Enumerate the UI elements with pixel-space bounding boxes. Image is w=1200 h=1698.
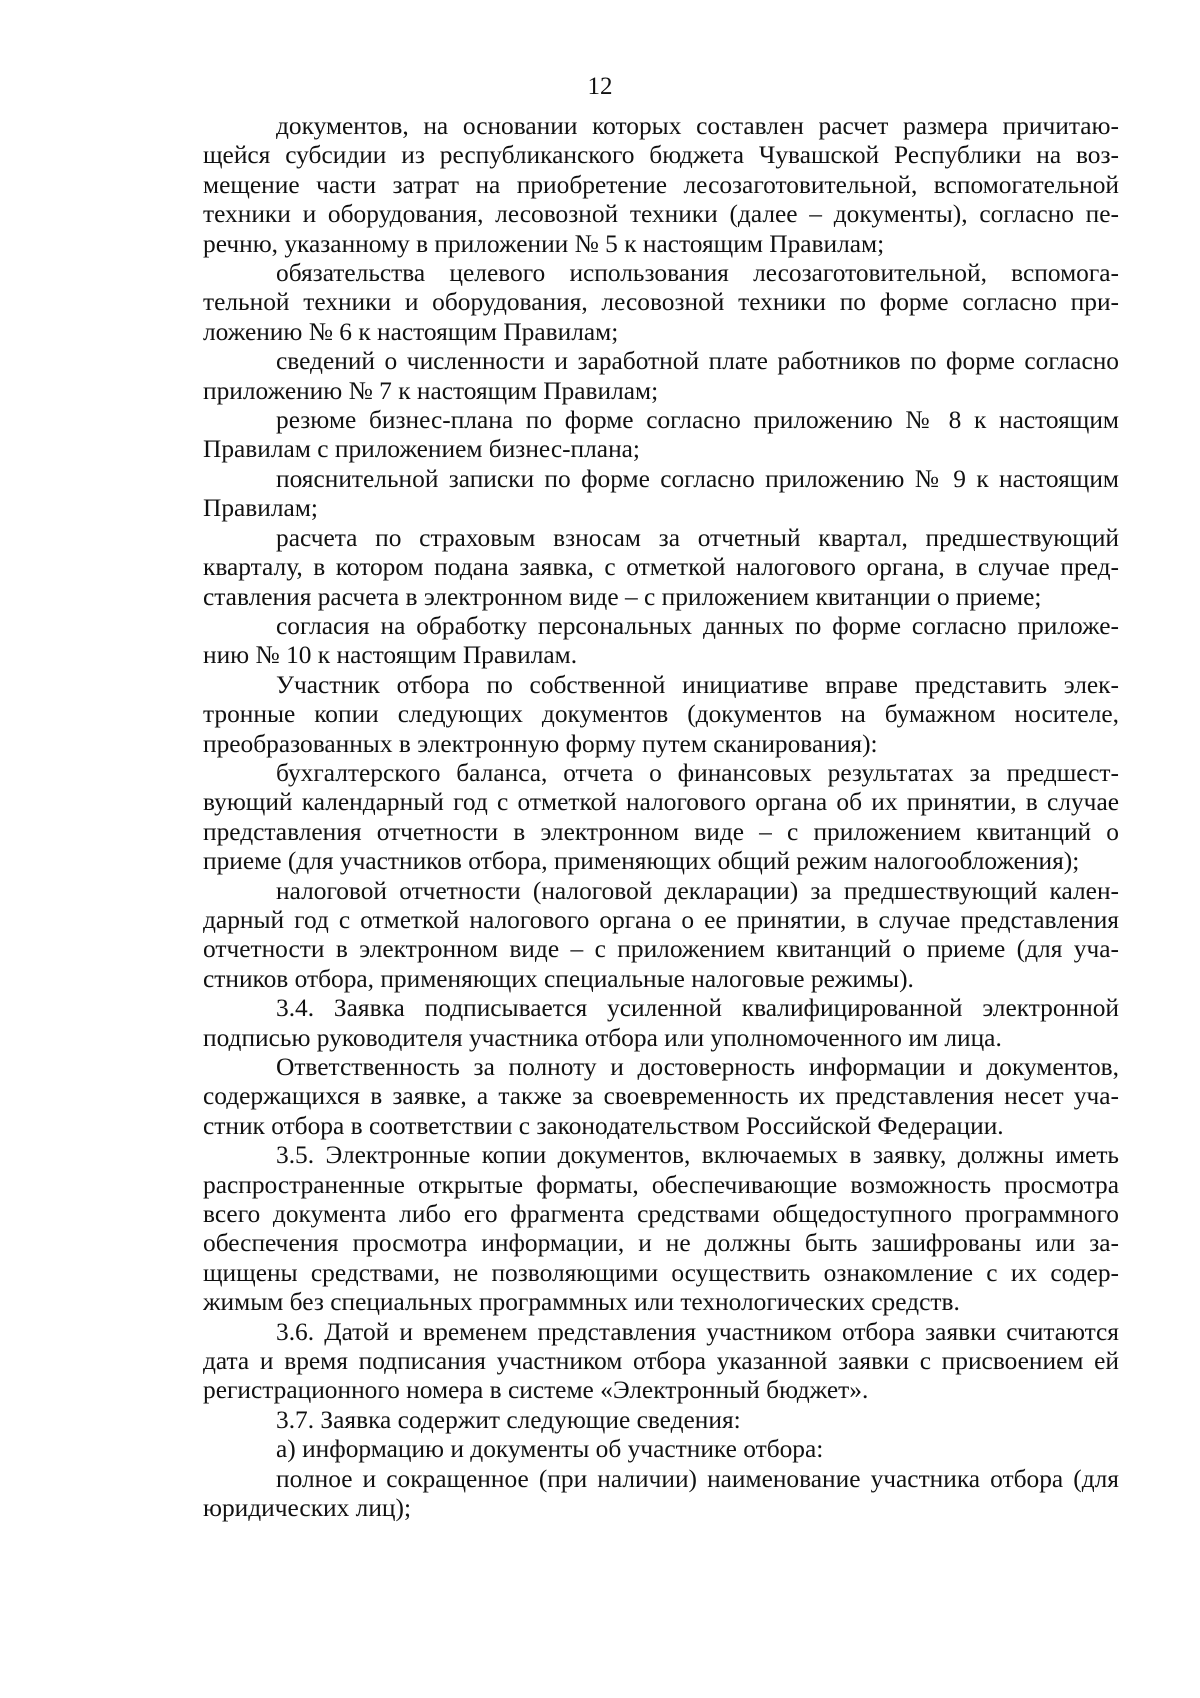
paragraph: расчета по страховым взносам за отчетный квартал, предшествующий кварталу, в котором подана заявка, с отметкой налогового органа, в случае представления расчета в электронном виде – с приложением квитанции о приеме; bbox=[203, 523, 1119, 611]
paragraph: 3.7. Заявка содержит следующие сведения: bbox=[276, 1405, 741, 1434]
paragraph: бухгалтерского баланса, отчета о финансовых результатах за предшествующий календарный год с отметкой налогового органа об их принятии, в случае представления отчетности в электронном виде – с приложением квитанций о приеме (для участников отбора, применяющих общий режим налогообложения); bbox=[203, 758, 1119, 876]
paragraph: 3.6. Датой и временем представления участником отбора заявки считаются дата и время подписания участником отбора указанной заявки с присвоением ей регистрационного номера в системе «Электронный бюджет». bbox=[203, 1317, 1119, 1405]
paragraph: пояснительной записки по форме согласно приложению № 9 к настоящим Правилам; bbox=[203, 464, 1119, 523]
page-number: 12 bbox=[587, 73, 613, 100]
paragraph: 3.4. Заявка подписывается усиленной квалифицированной электронной подписью руководителя участника отбора или уполномоченного им лица. bbox=[203, 994, 1119, 1052]
paragraph: Ответственность за полноту и достоверность информации и документов, содержащихся в заявке, а также за своевременность их представления несет участник отбора в соответствии с законодательством Российской Федерации. bbox=[203, 1053, 1119, 1140]
paragraph: обязательства целевого использования лесозаготовительной, вспомогательной техники и оборудования, лесовозной техники по форме согласно приложению № 6 к настоящим Правилам; bbox=[203, 259, 1119, 346]
paragraph: 3.5. Электронные копии документов, включаемых в заявку, должны иметь распространенные открытые форматы, обеспечивающие возможность просмотра всего документа либо его фрагмента средствами общедоступного программного обеспечения просмотра информации, и не должны быть зашифрованы или защищены средствами, не позволяющими осуществить ознакомление с их содержимым без специальных программных или технологических средств. bbox=[203, 1141, 1119, 1317]
document-body bbox=[203, 112, 1119, 1524]
paragraph: согласия на обработку персональных данных по форме согласно приложению № 10 к настоящим Правилам. bbox=[203, 611, 1119, 670]
paragraph: а) информацию и документы об участнике отбора: bbox=[276, 1435, 824, 1464]
paragraph: полное и сокращенное (при наличии) наименование участника отбора (для юридических лиц); bbox=[203, 1464, 1119, 1523]
paragraph: резюме бизнес-плана по форме согласно приложению № 8 к настоящим Правилам с приложением бизнес-плана; bbox=[203, 406, 1119, 464]
paragraph: налоговой отчетности (налоговой декларации) за предшествующий календарный год с отметкой налогового органа о ее принятии, в случае представления отчетности в электронном виде – с приложением квитанций о приеме (для участников отбора, применяющих специальные налоговые режимы). bbox=[203, 876, 1119, 993]
paragraph: Участник отбора по собственной инициативе вправе представить электронные копии следующих документов (документов на бумажном носителе, преобразованных в электронную форму путем сканирования): bbox=[203, 670, 1119, 758]
paragraph: документов, на основании которых составлен расчет размера причитающейся субсидии из республиканского бюджета Чувашской Республики на возмещение части затрат на приобретение лесозаготовительной, вспомогательной техники и оборудования, лесовозной техники (далее – документы), согласно перечню, указанному в приложении № 5 к настоящим Правилам; bbox=[203, 112, 1119, 258]
paragraph: сведений о численности и заработной плате работников по форме согласно приложению № 7 к настоящим Правилам; bbox=[203, 347, 1119, 405]
